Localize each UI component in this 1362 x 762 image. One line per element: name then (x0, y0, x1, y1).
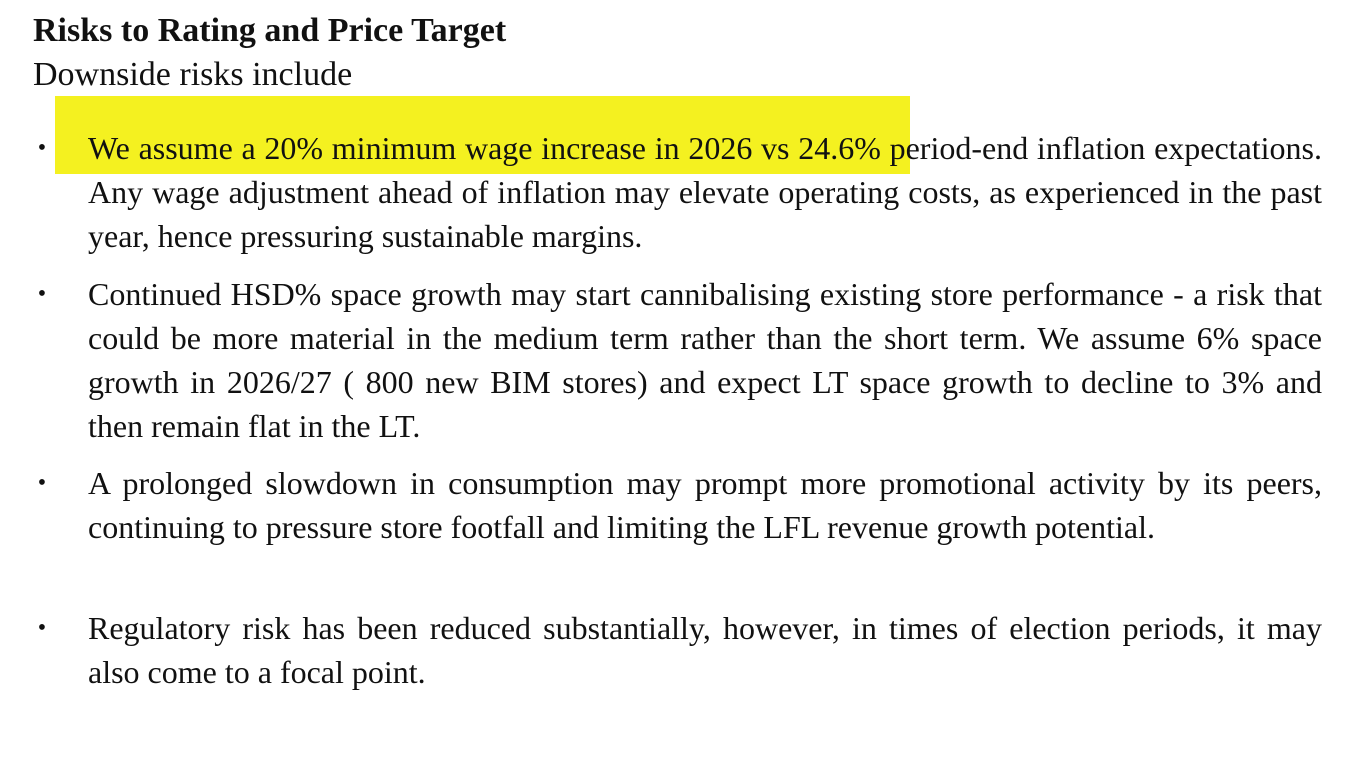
bullet-marker: • (37, 135, 47, 161)
intro-text: Downside risks include (33, 56, 353, 93)
risk-text-regulatory: Regulatory risk has been reduced substantially, however, in times of election periods, it may also come to a focal point. (88, 610, 1322, 690)
bullet-marker: • (37, 281, 47, 307)
risk-text-space-growth: Continued HSD% space growth may start cannibalising existing store performance - a risk that could be more material in the medium term rather than the short term. We assume 6% space growth in 2026/27 ( 800 new BIM stores) and expect LT space growth to decline to 3% and then remain flat in the LT. (88, 276, 1322, 444)
highlighted-text: We assume a 20% minimum wage increase in 2026 vs (88, 130, 790, 166)
bullet-marker: • (37, 615, 47, 641)
section-heading: Risks to Rating and Price Target (33, 12, 507, 49)
risk-text-consumption: A prolonged slowdown in consumption may prompt more promotional activity by its peers, continuing to pressure store footfall and limiting the LFL revenue growth potential. (88, 465, 1322, 545)
paragraph-text: 24.6% period-end inflation expectations. Any wage adjustment ahead of inflation may elevate operating costs, as experienced in the past year, hence pressuring sustainable margins. (88, 130, 1322, 254)
bullet-marker: • (37, 470, 47, 496)
risk-text-wage (88, 126, 1322, 258)
